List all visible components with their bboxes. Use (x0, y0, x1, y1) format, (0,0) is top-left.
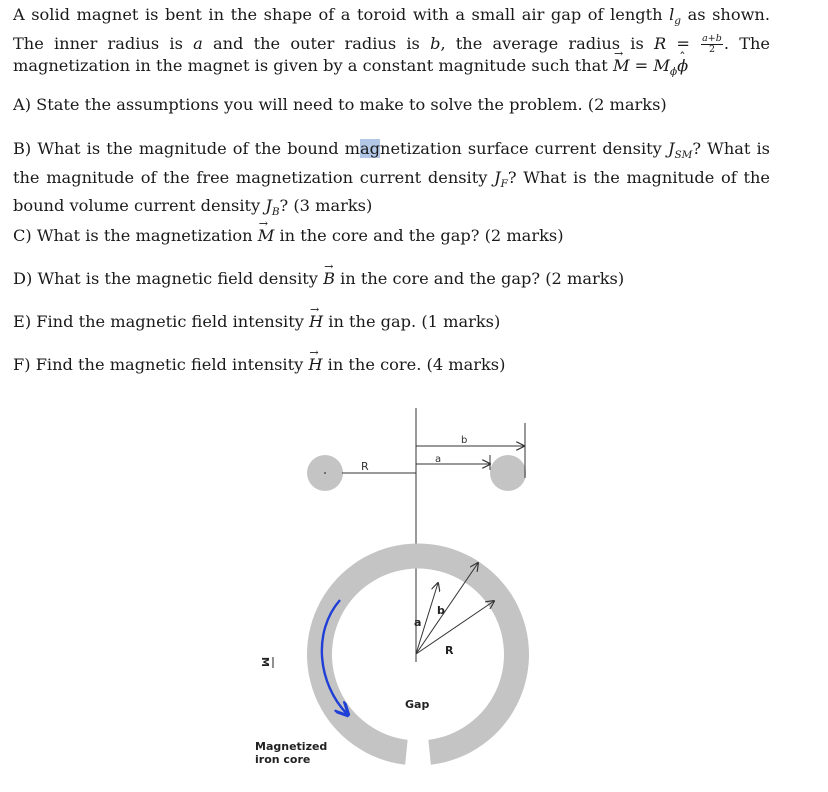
center-dot (324, 472, 326, 474)
core-label-line2: iron core (255, 753, 311, 766)
right-cross-section-circle (490, 455, 526, 491)
question-a: A) State the assumptions you will need to make to solve the problem. (2 marks) (13, 95, 667, 114)
question-d: D) What is the magnetic field density → B in the core and the gap? (2 marks) (13, 268, 770, 291)
cross-section-label-b: b (461, 435, 468, 446)
question-b: B) What is the magnitude of the bound magnetization surface current density $J_{SM}$? What is the magnitude of the free magnetization current density $J_F$? What is the magnitude of the bound volume current density $J_B$? (3 marks) (13, 139, 770, 219)
toroid-core (307, 543, 529, 764)
cross-section-label-R: R (361, 460, 369, 473)
core-label-line1: Magnetized (255, 740, 328, 753)
magnetization-M-label (259, 657, 273, 668)
question-c: C) What is the magnetization → M in the core and the gap? (2 marks) (13, 225, 770, 248)
gap-label: Gap (405, 698, 430, 711)
intro-paragraph: A solid magnet is bent in the shape of a toroid with a small air gap of length $l_g$ as shown. The inner radius is a and the outer radius is b, the average radius is R = $\frac{a+b}{2}$ . The magnetization in the magnet is given by a constant magnitude such that → $M = M_\phi ˆ$ ϕ (13, 4, 770, 84)
toroid-label-a: a (414, 616, 422, 629)
text-selection-highlight[interactable]: ag (360, 139, 381, 158)
svg-text:M: M (259, 657, 270, 667)
average-radius-fraction: $\frac{a+b}{2}$ (702, 32, 722, 55)
vector-b-arrow (416, 563, 478, 654)
vector-R-arrow (416, 601, 494, 654)
question-f: F) Find the magnetic field intensity → H in the core. (4 marks) (13, 354, 770, 377)
toroid-label-R: R (445, 644, 454, 657)
cross-section-label-a: a (435, 454, 442, 465)
toroid-label-b: b (437, 604, 445, 617)
question-e: E) Find the magnetic field intensity → H in the gap. (1 marks) (13, 311, 770, 334)
toroid-view (255, 543, 529, 766)
